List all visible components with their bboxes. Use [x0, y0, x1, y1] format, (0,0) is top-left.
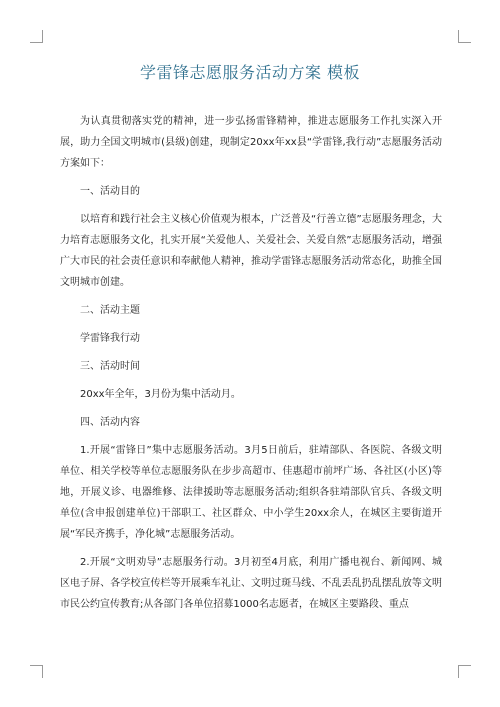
time-paragraph: 20xx年全年，3月份为集中活动月。 — [80, 389, 241, 400]
crop-mark-bottom-left — [30, 665, 43, 678]
document-body — [60, 111, 442, 622]
section-heading-time: 三、活动时间 — [80, 361, 140, 372]
theme-paragraph: 学雷锋我行动 — [80, 333, 140, 344]
content-item-2: 2.开展“文明劝导”志愿服务行动。3月初至4月底，利用广播电视台、新闻网、城区电子屏、各学校宣传栏等开展乘车礼让、文明过斑马线、不乱丢乱扔乱摆乱放等文明市民公约宣传教育;从各部门各单位招募1000名志愿者，在城区主要路段、重点 — [60, 557, 442, 610]
crop-mark-bottom-right — [458, 665, 471, 678]
content-item-1: 1.开展“雷锋日”集中志愿服务活动。3月5日前后，驻靖部队、各医院、各级文明单位、相关学校等单位志愿服务队在步步高超市、佳惠超市前坪广场、各社区(小区)等地，开展义诊、电器维修、法律援助等志愿服务活动;组织各驻靖部队官兵、各级文明单位(含申报创建单位)干部职工、社区群众、中小学生20xx余人，在城区主要街道开展“军民齐携手，净化城”志愿服务活动。 — [60, 445, 442, 540]
section-heading-purpose: 一、活动目的 — [80, 186, 140, 197]
section-heading-theme: 二、活动主题 — [80, 305, 140, 316]
crop-mark-top-left — [30, 30, 43, 43]
section-heading-content: 四、活动内容 — [80, 417, 140, 428]
purpose-paragraph: 以培育和践行社会主义核心价值观为根本，广泛普及“行善立德”志愿服务理念，大力培育志愿服务文化，扎实开展“关爱他人、关爱社会、关爱自然”志愿服务活动，增强广大市民的社会责任意识和奉献他人精神，推动学雷锋志愿服务活动常态化，助推全国文明城市创建。 — [60, 214, 442, 288]
crop-mark-top-right — [458, 30, 471, 43]
document-title: 学雷锋志愿服务活动方案 模板 — [139, 63, 361, 82]
intro-paragraph: 为认真贯彻落实党的精神，进一步弘扬雷锋精神，推进志愿服务工作扎实深入开展，助力全国文明城市(县级)创建，现制定20xx年xx县“学雷锋,我行动”志愿服务活动方案如下： — [60, 116, 442, 169]
